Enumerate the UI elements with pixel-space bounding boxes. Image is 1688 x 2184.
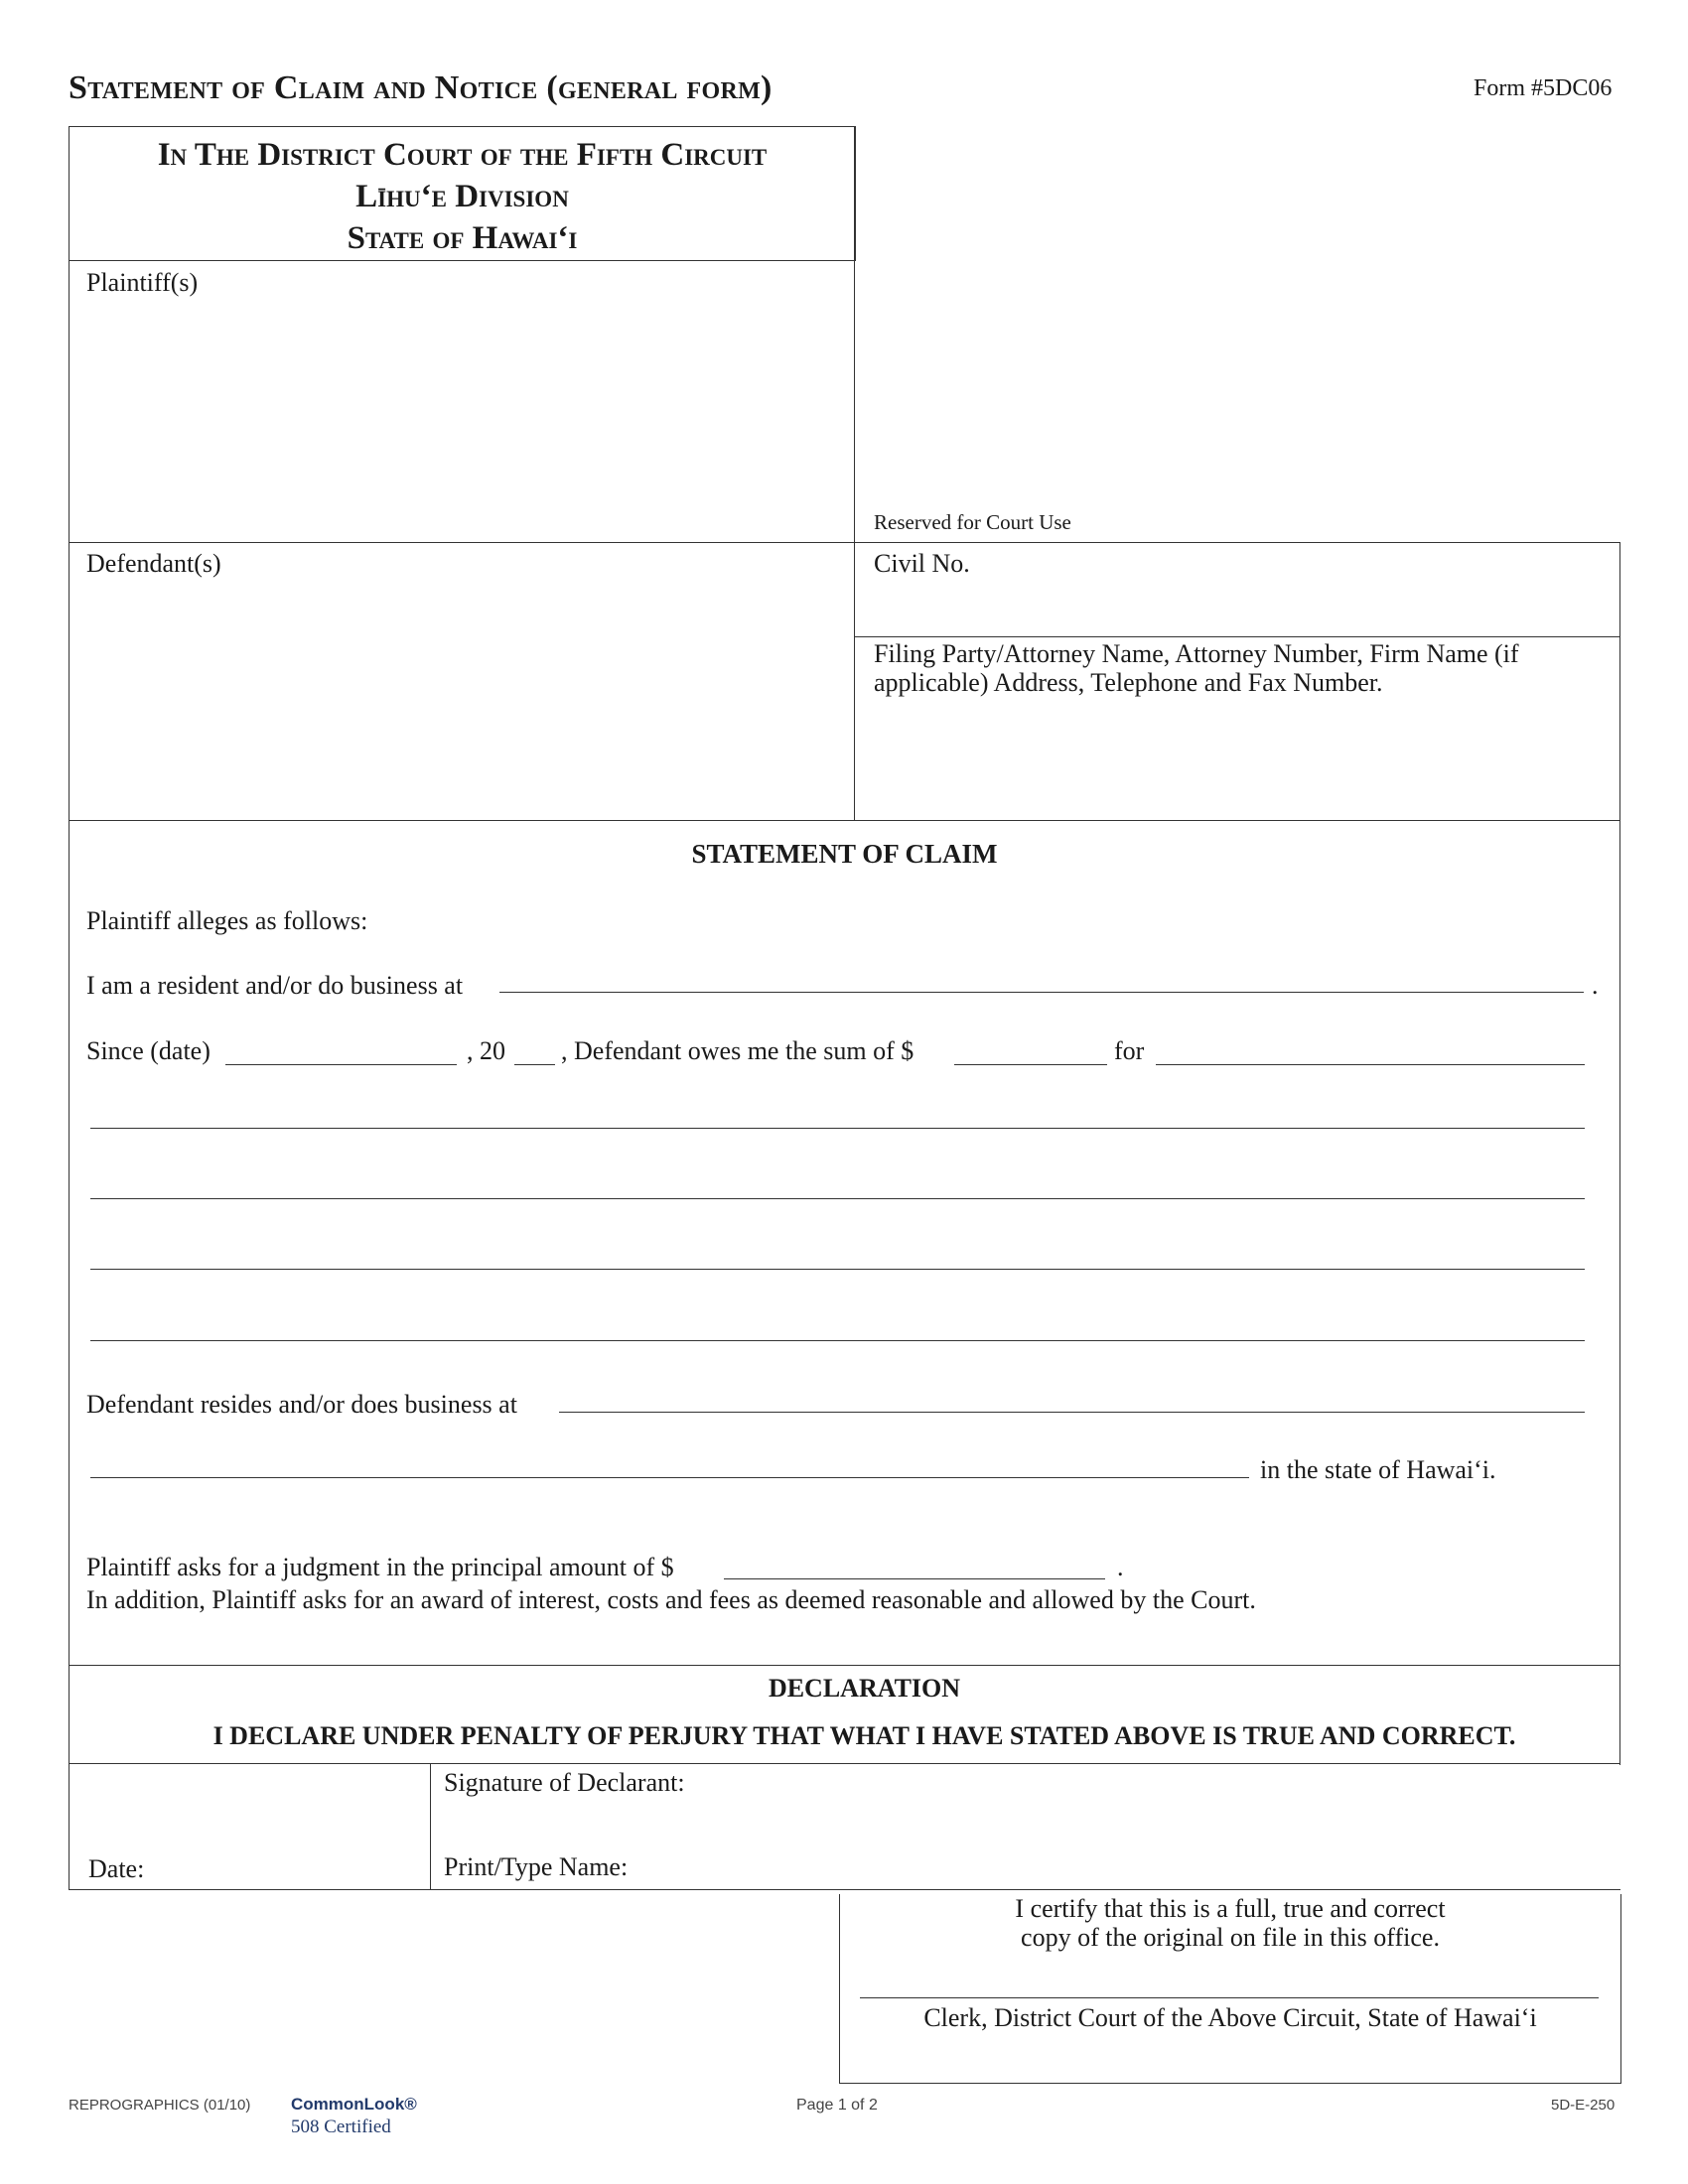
date-label: Date:: [88, 1854, 145, 1883]
clerk-label: Clerk, District Court of the Above Circuit, State of Hawaiʻi: [923, 2003, 1537, 2032]
form-number: Form #5DC06: [1474, 75, 1613, 101]
court-line-1: In The District Court of the Fifth Circuit: [157, 137, 768, 173]
resident-input[interactable]: [499, 962, 1584, 993]
civil-no-label: Civil No.: [874, 549, 970, 578]
civil-no-divider: [854, 636, 1620, 637]
court-header-box: [69, 126, 856, 261]
defendant-address-input[interactable]: [559, 1382, 1585, 1413]
plaintiffs-field[interactable]: [86, 303, 841, 531]
defendant-address-label: Defendant resides and/or does business at: [86, 1390, 517, 1419]
for-label: for: [1114, 1036, 1145, 1065]
judgment-label: Plaintiff asks for a judgment in the principal amount of $: [86, 1553, 674, 1581]
since-label: Since (date): [86, 1036, 211, 1065]
footer-commonlook: CommonLook®: [291, 2095, 417, 2114]
filing-party-label: Filing Party/Attorney Name, Attorney Number, Firm Name (if applicable) Address, Telephone and Fax Number.: [874, 639, 1519, 697]
court-box-divider: [69, 260, 856, 261]
statement-intro: Plaintiff alleges as follows:: [86, 906, 368, 935]
reason-line-3[interactable]: [90, 1239, 1585, 1270]
reserved-for-court-use-label: Reserved for Court Use: [874, 510, 1071, 534]
year-input[interactable]: [514, 1034, 555, 1065]
footer-certified: 508 Certified: [291, 2116, 391, 2137]
certification-text-2: copy of the original on file in this office.: [1021, 1923, 1440, 1952]
for-input[interactable]: [1156, 1034, 1585, 1065]
declaration-middle-border: [430, 1763, 431, 1890]
court-line-2: Līhuʻe Division: [355, 179, 569, 214]
declaration-heading: DECLARATION: [768, 1674, 961, 1703]
reason-line-2[interactable]: [90, 1168, 1585, 1199]
certification-text-1: I certify that this is a full, true and correct: [1015, 1894, 1446, 1923]
addition-text: In addition, Plaintiff asks for an award of interest, costs and fees as deemed reasonable and allowed by the Court.: [86, 1585, 1256, 1614]
resident-label: I am a resident and/or do business at: [86, 971, 464, 1000]
declaration-top-border: [69, 1665, 1620, 1666]
judgment-input[interactable]: [724, 1549, 1105, 1579]
filing-party-field[interactable]: [874, 707, 1599, 806]
declaration-bottom-border: [69, 1889, 1620, 1890]
reason-line-4[interactable]: [90, 1310, 1585, 1341]
court-line-3: State of Hawaiʻi: [347, 220, 578, 256]
declaration-signature-top-border: [69, 1763, 1620, 1764]
plaintiffs-label: Plaintiff(s): [86, 268, 199, 297]
defendants-label: Defendant(s): [86, 549, 221, 578]
sum-input[interactable]: [954, 1034, 1107, 1065]
clerk-signature-line[interactable]: [860, 1968, 1599, 1998]
statement-right-border: [1619, 820, 1620, 1765]
since-date-input[interactable]: [225, 1034, 457, 1065]
owes-label: , Defendant owes me the sum of $: [561, 1036, 914, 1065]
caption-bottom-border: [69, 820, 1620, 821]
declaration-statement: I DECLARE UNDER PENALTY OF PERJURY THAT WHAT I HAVE STATED ABOVE IS TRUE AND CORRECT.: [212, 1721, 1516, 1750]
resident-end: .: [1592, 971, 1599, 1000]
print-name-label: Print/Type Name:: [444, 1852, 629, 1881]
statement-heading: STATEMENT OF CLAIM: [691, 839, 998, 869]
defendants-field[interactable]: [86, 586, 841, 804]
print-name-field[interactable]: [655, 1852, 1599, 1884]
footer-reprographics: REPROGRAPHICS (01/10): [69, 2097, 251, 2114]
in-state-label: in the state of Hawaiʻi.: [1260, 1455, 1496, 1484]
civil-no-field[interactable]: [973, 549, 1599, 583]
reason-line-1[interactable]: [90, 1098, 1585, 1129]
footer-form-code: 5D-E-250: [1551, 2097, 1616, 2114]
caption-row-divider: [69, 542, 1620, 543]
judgment-end: .: [1117, 1553, 1124, 1581]
defendant-address-input-2[interactable]: [90, 1447, 1249, 1478]
footer-page-number: Page 1 of 2: [796, 2097, 878, 2114]
signature-field[interactable]: [715, 1768, 1599, 1808]
caption-right-border: [1619, 542, 1620, 821]
signature-label: Signature of Declarant:: [444, 1768, 685, 1797]
year-prefix: , 20: [467, 1036, 505, 1065]
form-title: Statement of Claim and Notice (general form): [69, 69, 773, 106]
caption-left-border: [69, 260, 70, 821]
date-field[interactable]: [159, 1852, 417, 1884]
caption-middle-border: [854, 126, 855, 821]
